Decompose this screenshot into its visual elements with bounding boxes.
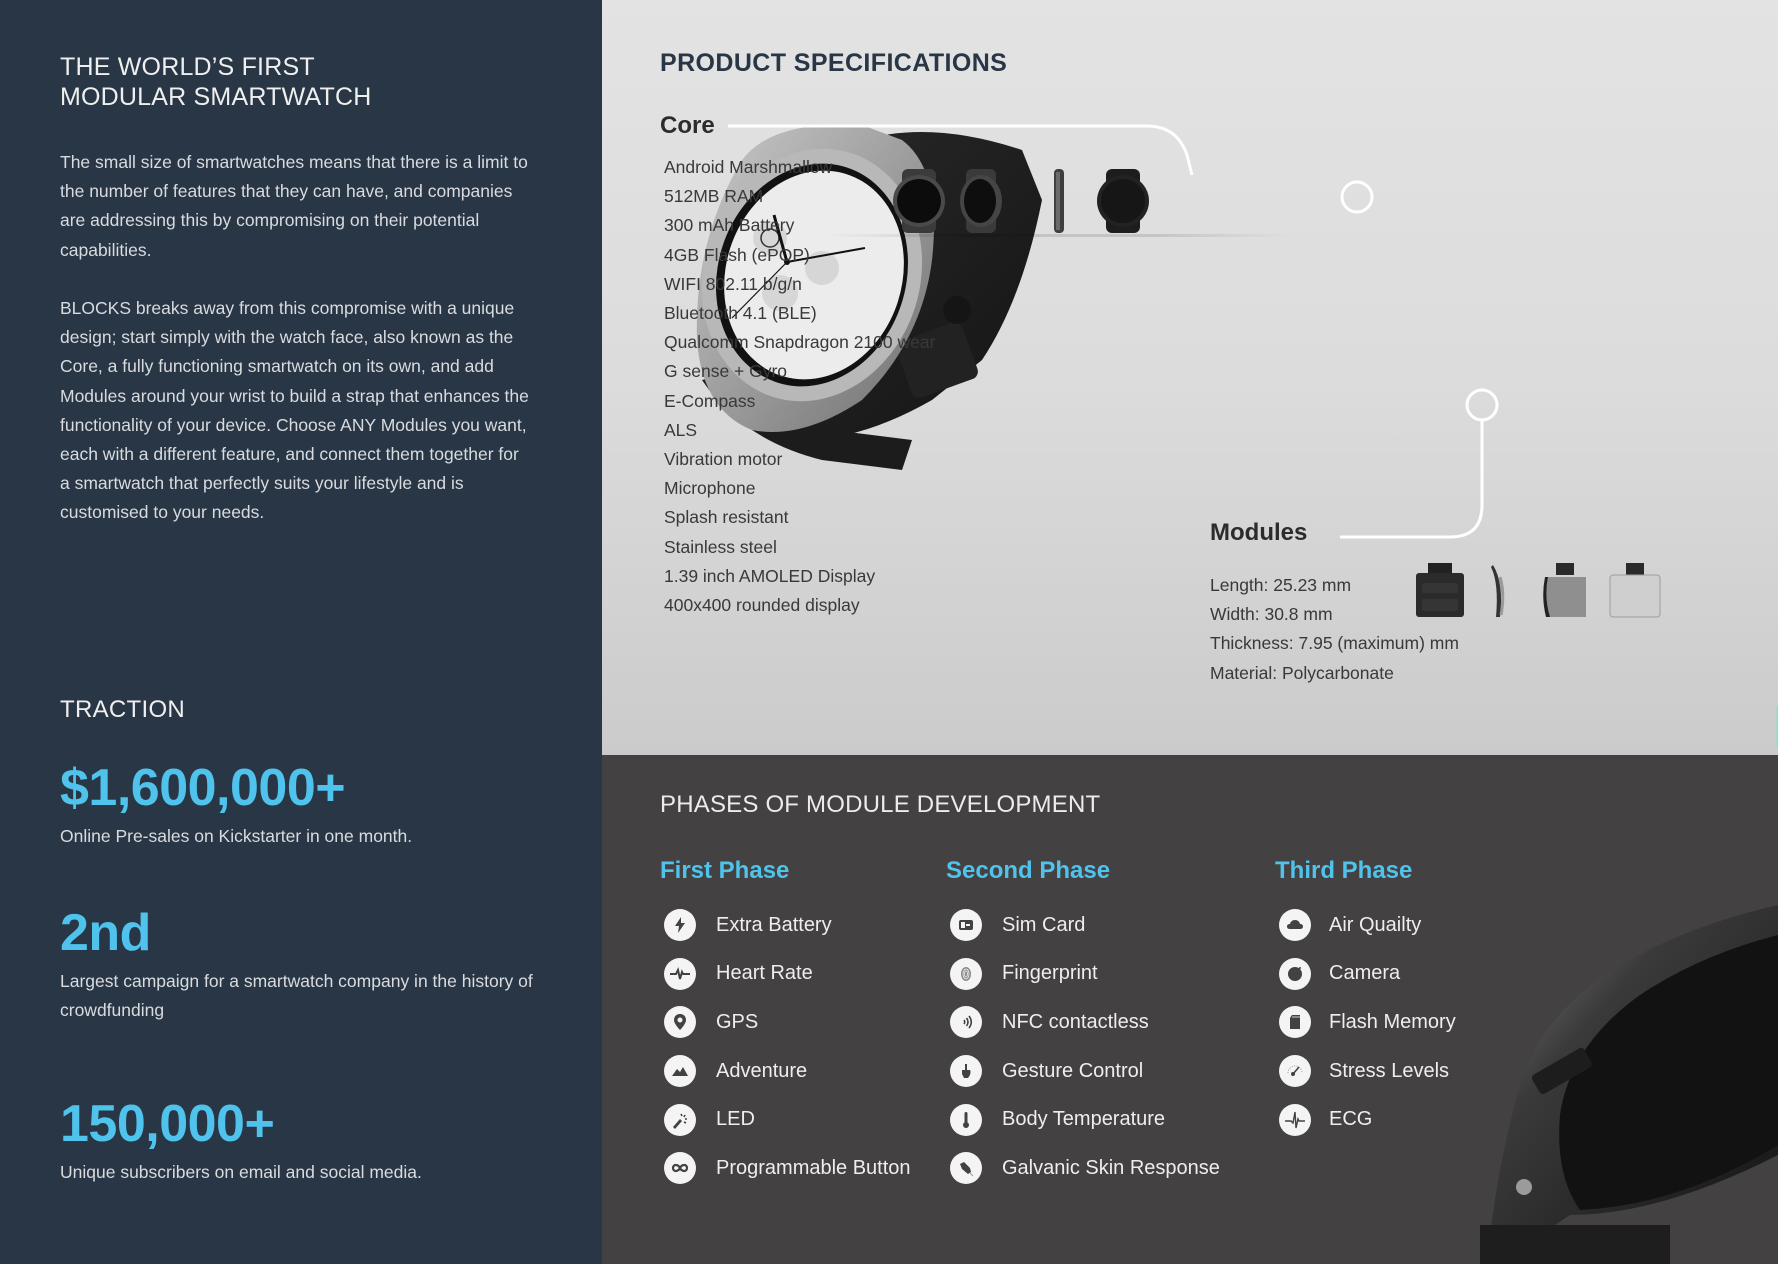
- core-spec-item: 4GB Flash (ePOP): [664, 244, 810, 265]
- product-specifications-panel: [602, 0, 1778, 755]
- feature-label: LED: [716, 1108, 755, 1131]
- feature-label: ECG: [1329, 1108, 1373, 1131]
- core-back-view-image: [1096, 168, 1150, 234]
- module-view-thumbnails: [1414, 563, 1674, 619]
- module-spec-item: Thickness: 7.95 (maximum) mm: [1210, 633, 1459, 654]
- traction-stat-presales: [60, 758, 540, 851]
- phase-feature-list: [1275, 901, 1456, 1144]
- module-spec-item: Material: Polycarbonate: [1210, 662, 1394, 683]
- feature-label: Fingerprint: [1002, 962, 1098, 985]
- lightning-icon: [664, 909, 696, 941]
- phase-feature-item: [1275, 901, 1456, 950]
- phase-feature-list: [946, 901, 1220, 1193]
- phase-feature-item: [946, 1047, 1220, 1096]
- intro-title-line-1: THE WORLD’S FIRST: [60, 53, 315, 81]
- phase-title: First Phase: [660, 857, 790, 884]
- core-spec-item: Splash resistant: [664, 507, 789, 528]
- module-back-view-image: [1414, 563, 1466, 619]
- sim-card-icon: [950, 909, 982, 941]
- module-spec-item: Length: 25.23 mm: [1210, 575, 1352, 595]
- core-spec-item: Microphone: [664, 478, 756, 499]
- traction-stat-campaign-rank: [60, 903, 540, 1025]
- feature-label: Air Quailty: [1329, 913, 1422, 936]
- module-angle-view-image: [1542, 563, 1590, 619]
- core-spec-item: Android Marshmallow: [664, 157, 833, 177]
- module-phases-panel: [602, 755, 1778, 1264]
- traction-title: TRACTION: [60, 696, 186, 723]
- glove-icon: [950, 1152, 982, 1184]
- core-view-thumbnails: [892, 168, 1212, 238]
- feature-label: Programmable Button: [716, 1156, 911, 1179]
- watch-closeup-image: [1440, 855, 1778, 1264]
- module-side-view-image: [1490, 563, 1506, 619]
- phase-title: Second Phase: [946, 857, 1111, 884]
- specs-title: PRODUCT SPECIFICATIONS: [660, 49, 1008, 77]
- intro-title-line-2: MODULAR SMARTWATCH: [60, 83, 372, 111]
- phase-column-second: [946, 857, 1220, 1193]
- core-spec-item: 512MB RAM: [664, 186, 764, 207]
- fingerprint-icon: [950, 958, 982, 990]
- core-spec-item: 1.39 inch AMOLED Display: [664, 565, 876, 586]
- core-spec-item: WIFI 802.11 b/g/n: [664, 273, 802, 294]
- camera-lens-icon: [1279, 958, 1311, 990]
- ecg-icon: [1279, 1104, 1311, 1136]
- phase-feature-item: [660, 1144, 911, 1193]
- feature-label: Stress Levels: [1329, 1059, 1450, 1082]
- flashlight-icon: [664, 1104, 696, 1136]
- stat-value: 150,000+: [60, 1095, 275, 1153]
- module-spec-item: Width: 30.8 mm: [1210, 604, 1333, 625]
- phase-feature-item: [946, 1144, 1220, 1193]
- intro-panel: [0, 0, 602, 1264]
- core-spec-item: 400x400 rounded display: [664, 595, 860, 616]
- feature-label: Galvanic Skin Response: [1002, 1156, 1220, 1179]
- feature-label: NFC contactless: [1002, 1010, 1149, 1033]
- phase-feature-item: [946, 901, 1220, 950]
- phase-feature-item: [1275, 998, 1456, 1047]
- stat-description: Largest campaign for a smartwatch company in the history of crowdfunding: [60, 971, 533, 1020]
- feature-label: Sim Card: [1002, 913, 1086, 936]
- infinity-icon: [664, 1152, 696, 1184]
- phase-feature-item: [946, 998, 1220, 1047]
- mountain-icon: [664, 1055, 696, 1087]
- core-angle-view-image: [958, 168, 1004, 234]
- gauge-icon: [1279, 1055, 1311, 1087]
- phase-feature-item: [660, 950, 911, 999]
- hand-gesture-icon: [950, 1055, 982, 1087]
- stat-value: $1,600,000+: [60, 759, 346, 817]
- intro-title: [60, 52, 371, 112]
- thermometer-icon: [950, 1104, 982, 1136]
- phase-column-third: [1275, 857, 1456, 1144]
- core-spec-item: ALS: [664, 419, 698, 440]
- heart-rate-icon: [664, 958, 696, 990]
- phase-title: Third Phase: [1275, 857, 1413, 884]
- module-front-view-image: [1608, 563, 1662, 619]
- core-spec-item: Vibration motor: [664, 449, 783, 470]
- feature-label: Camera: [1329, 962, 1401, 985]
- stat-description: Online Pre-sales on Kickstarter in one month.: [60, 826, 413, 846]
- phases-title: PHASES OF MODULE DEVELOPMENT: [660, 791, 1101, 818]
- core-spec-item: E-Compass: [664, 390, 756, 411]
- intro-paragraph-1: The small size of smartwatches means that there is a limit to the number of features that they can have, and companies are addressing this by compromising on their potential capabilities.: [60, 152, 528, 260]
- core-side-view-image: [1052, 168, 1066, 234]
- phase-feature-item: [660, 1095, 911, 1144]
- phase-feature-item: [946, 950, 1220, 999]
- feature-label: Body Temperature: [1002, 1108, 1166, 1131]
- stat-description: Unique subscribers on email and social media.: [60, 1162, 422, 1182]
- feature-label: Adventure: [716, 1059, 808, 1082]
- cloud-icon: [1279, 909, 1311, 941]
- core-spec-item: G sense + Gyro: [664, 361, 788, 382]
- phase-feature-item: [1275, 950, 1456, 999]
- nfc-icon: [950, 1006, 982, 1038]
- phase-feature-item: [946, 1095, 1220, 1144]
- map-pin-icon: [664, 1006, 696, 1038]
- modules-label: Modules: [1210, 519, 1308, 546]
- stat-value: 2nd: [60, 904, 151, 962]
- feature-label: Extra Battery: [716, 913, 832, 936]
- core-label: Core: [660, 112, 715, 139]
- feature-label: GPS: [716, 1010, 759, 1033]
- feature-label: Heart Rate: [716, 962, 813, 985]
- intro-paragraph-2: BLOCKS breaks away from this compromise with a unique design; start simply with the watch face, also known as the Core, a fully functioning smartwatch on its own, and add Modules around your wrist to build a strap that enhances the functionality of your device. Choose ANY Modules you want, each with a different feature, and connect them together for a smartwatch that perfectly suits your lifestyle and is customised to your needs.: [60, 298, 529, 523]
- phase-feature-item: [660, 1047, 911, 1096]
- phase-feature-item: [660, 901, 911, 950]
- core-spec-item: Stainless steel: [664, 536, 777, 557]
- phase-feature-item: [660, 998, 911, 1047]
- sd-card-icon: [1279, 1006, 1311, 1038]
- core-spec-item: Qualcomm Snapdragon 2100 wear: [664, 332, 936, 353]
- phase-feature-item: [1275, 1047, 1456, 1096]
- phase-feature-item: [1275, 1095, 1456, 1144]
- core-spec-item: Bluetooth 4.1 (BLE): [664, 303, 817, 324]
- feature-label: Flash Memory: [1329, 1010, 1456, 1033]
- phase-column-first: [660, 857, 911, 1193]
- feature-label: Gesture Control: [1002, 1059, 1144, 1082]
- traction-stat-subscribers: [60, 1094, 540, 1187]
- core-spec-item: 300 mAh Battery: [664, 215, 795, 236]
- phase-feature-list: [660, 901, 911, 1193]
- core-front-view-image: [892, 168, 946, 234]
